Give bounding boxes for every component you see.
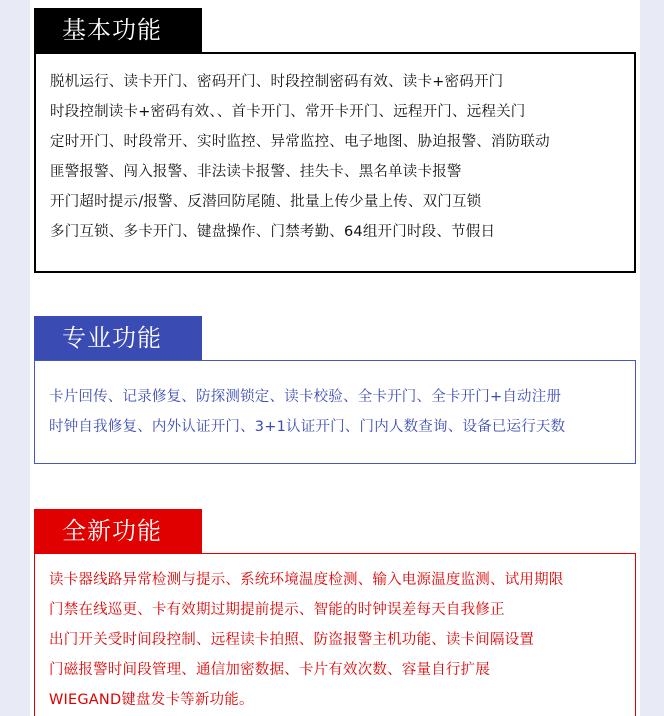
feature-line: 时段控制读卡+密码有效、、首卡开门、常开卡开门、远程开门、远程关门 bbox=[50, 104, 526, 120]
new-features-box bbox=[34, 553, 636, 716]
feature-line: 匪警报警、闯入报警、非法读卡报警、挂失卡、黑名单读卡报警 bbox=[50, 164, 462, 180]
basic-features-title: 基本功能 bbox=[34, 8, 202, 52]
feature-line: 门磁报警时间段管理、通信加密数据、卡片有效次数、容量自行扩展 bbox=[49, 662, 490, 678]
basic-features-section bbox=[34, 8, 636, 273]
professional-features-box bbox=[34, 360, 636, 464]
feature-line: 时钟自我修复、内外认证开门、3+1认证开门、门内人数查询、设备已运行天数 bbox=[49, 419, 566, 435]
feature-line: 读卡器线路异常检测与提示、系统环境温度检测、输入电源温度监测、试用期限 bbox=[49, 572, 564, 588]
feature-line: 门禁在线巡更、卡有效期过期提前提示、智能的时钟误差每天自我修正 bbox=[49, 602, 505, 618]
professional-features-section bbox=[34, 316, 636, 466]
feature-line: 卡片回传、记录修复、防探测锁定、读卡校验、全卡开门、全卡开门+自动注册 bbox=[49, 389, 562, 405]
basic-features-box bbox=[34, 52, 636, 273]
feature-line: 定时开门、时段常开、实时监控、异常监控、电子地图、胁迫报警、消防联动 bbox=[50, 134, 550, 150]
feature-line: 出门开关受时间段控制、远程读卡拍照、防盗报警主机功能、读卡间隔设置 bbox=[49, 632, 535, 648]
new-features-title: 全新功能 bbox=[34, 509, 202, 553]
professional-features-title: 专业功能 bbox=[34, 316, 202, 360]
new-features-section bbox=[34, 509, 636, 716]
feature-page bbox=[30, 0, 640, 716]
feature-line: 多门互锁、多卡开门、键盘操作、门禁考勤、64组开门时段、节假日 bbox=[50, 224, 496, 240]
feature-line: 脱机运行、读卡开门、密码开门、时段控制密码有效、读卡+密码开门 bbox=[50, 74, 504, 90]
feature-line: WIEGAND键盘发卡等新功能。 bbox=[49, 692, 254, 708]
feature-line: 开门超时提示/报警、反潜回防尾随、批量上传少量上传、双门互锁 bbox=[50, 194, 482, 210]
